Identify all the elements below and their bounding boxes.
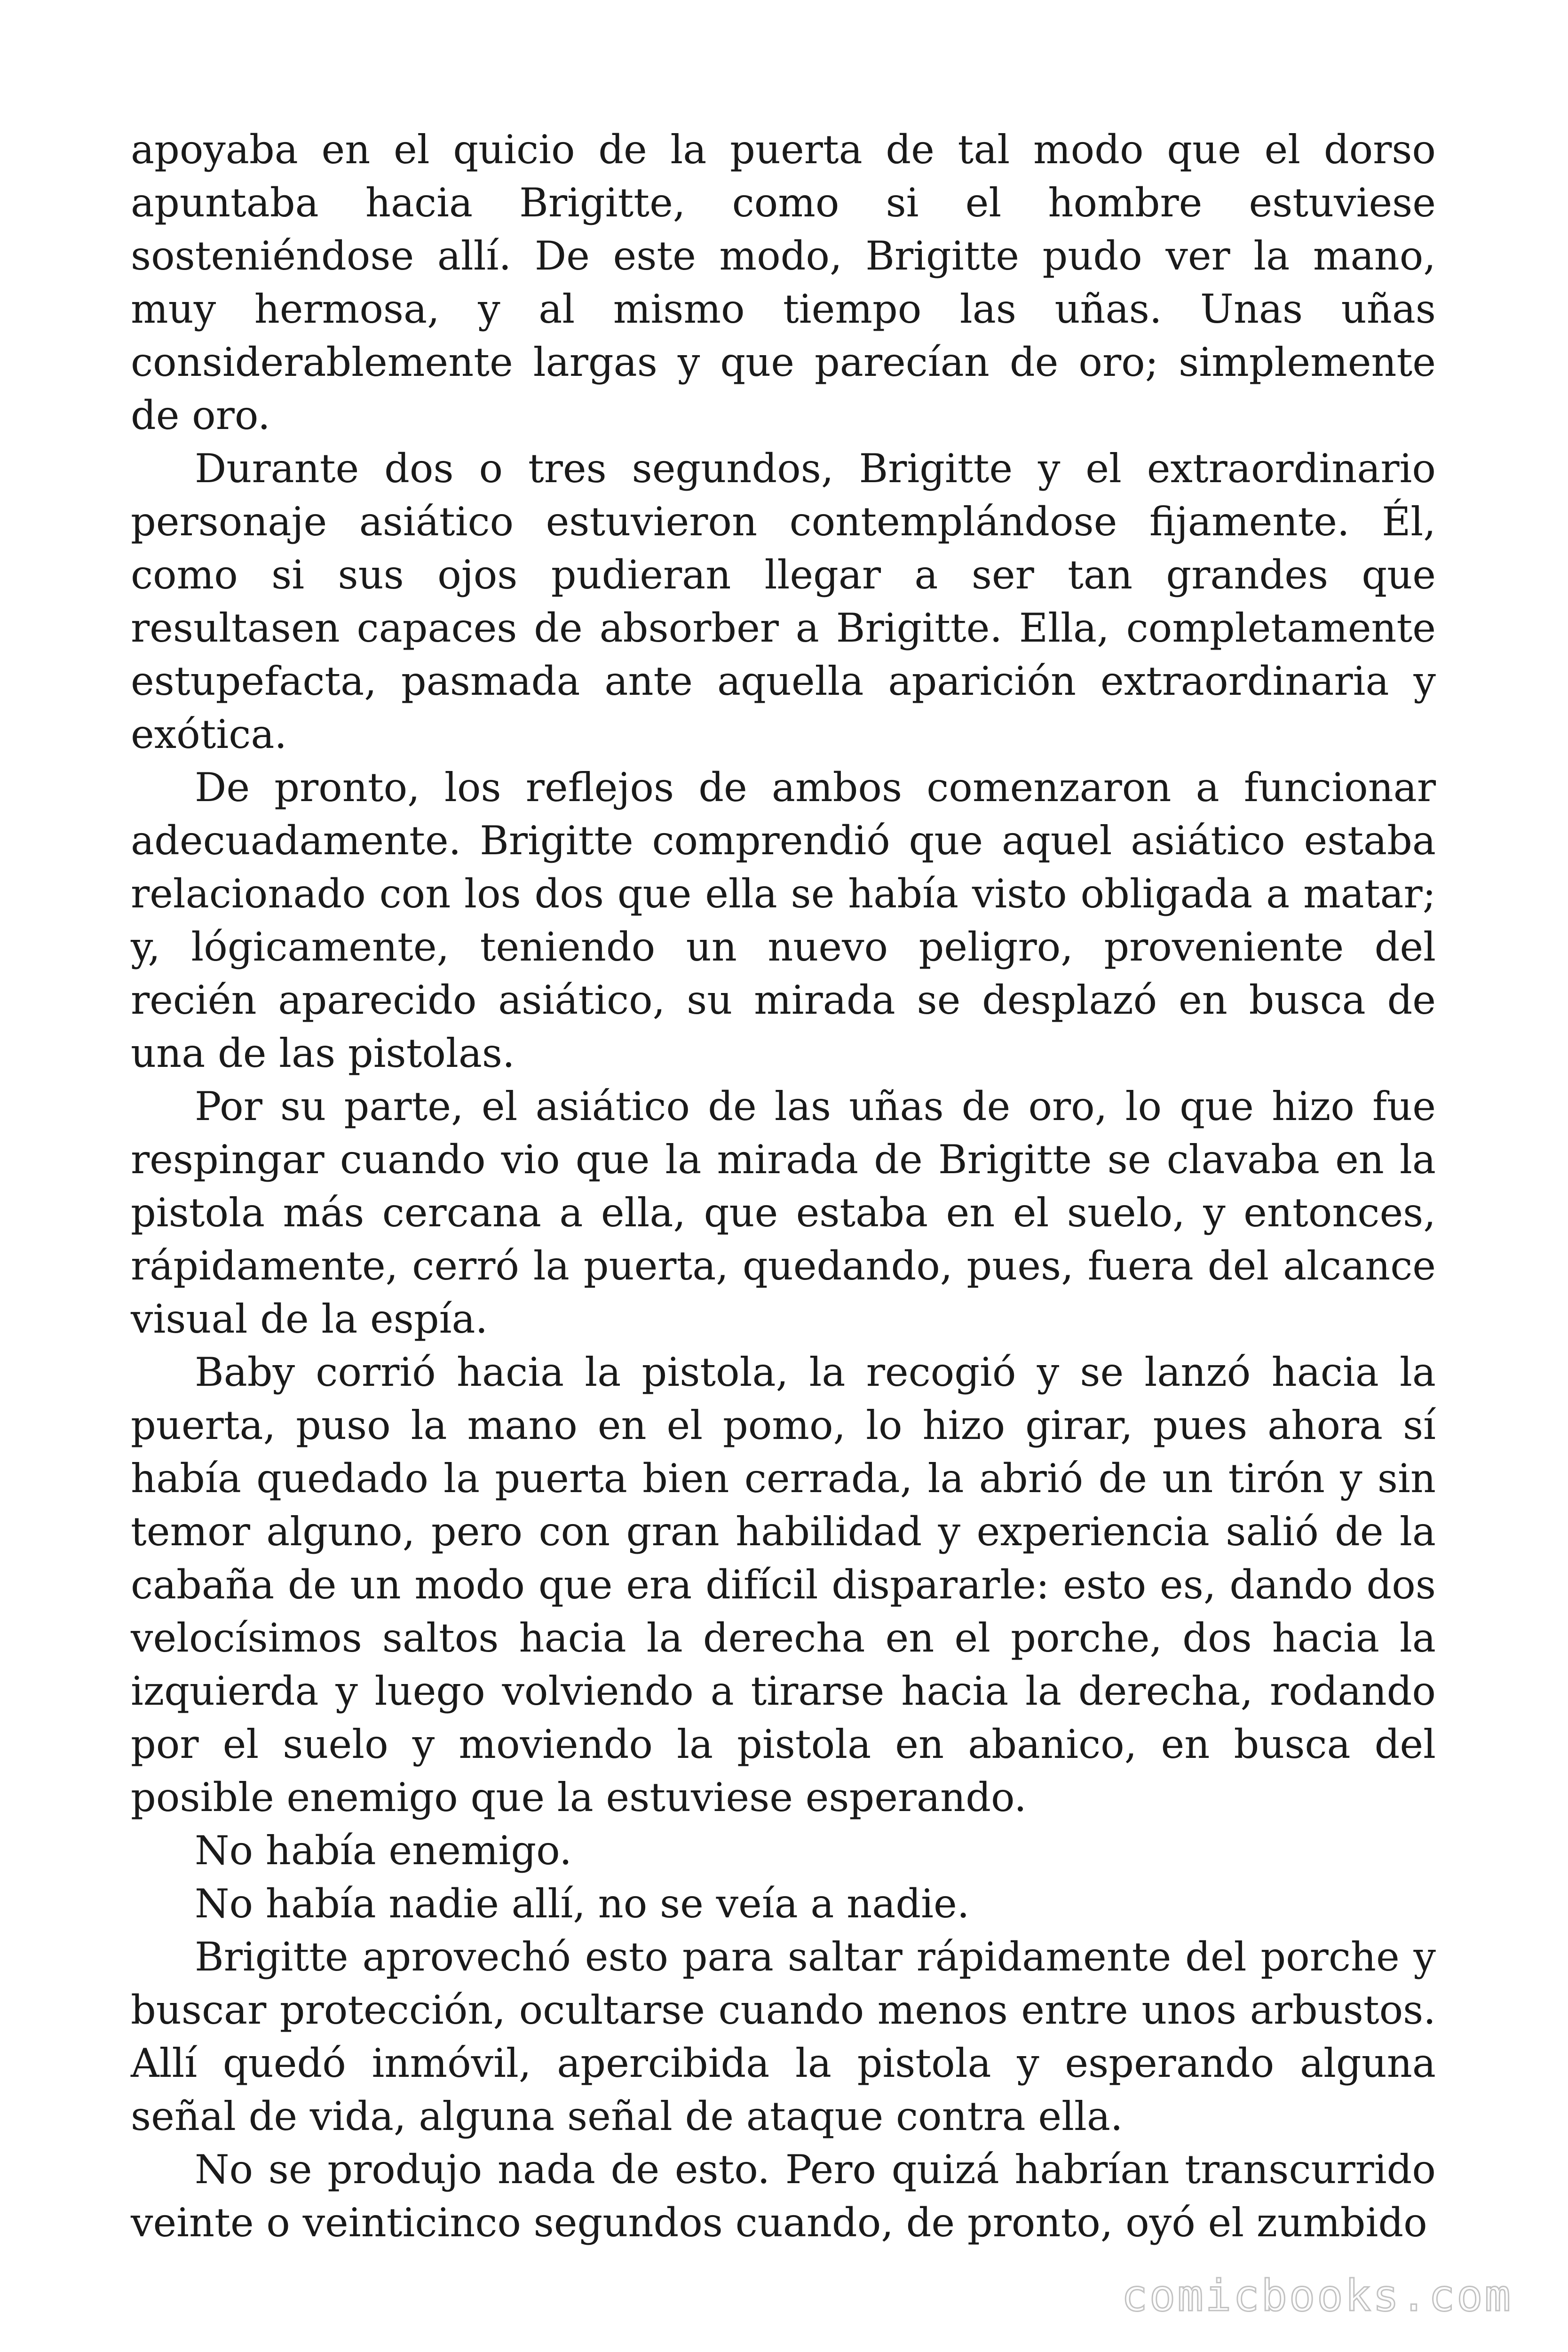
paragraph-7: No había nadie allí, no se veía a nadie. xyxy=(195,1881,970,1927)
watermark: comicbooks.com xyxy=(1121,2271,1513,2321)
paragraph-6: No había enemigo. xyxy=(195,1828,572,1874)
paragraph-4: Por su parte, el asiático de las uñas de oro, lo que hizo fue respingar cuando vio que la mirada de Brigitte se clavaba en la pistola más cercana a ella, que estaba en el suelo, y entonces, rápidamente, cerró la puerta, quedando, pues, fuera del alcance visual de la espía. xyxy=(131,1083,1436,1342)
page-body xyxy=(131,123,1436,2249)
paragraph-1: apoyaba en el quicio de la puerta de tal modo que el dorso apuntaba hacia Brigitte, como si el hombre estuviese sosteniéndose allí. De este modo, Brigitte pudo ver la mano, muy hermosa, y al mismo tiempo las uñas. Unas uñas considerablemente largas y que parecían de oro; simplemente de oro. xyxy=(131,127,1436,438)
paragraph-2: Durante dos o tres segundos, Brigitte y el extraordinario personaje asiático estuvieron contemplándose fijamente. Él, como si sus ojos pudieran llegar a ser tan grandes que resultasen capaces de absorber a Brigitte. Ella, completamente estupefacta, pasmada ante aquella aparición extraordinaria y exótica. xyxy=(131,445,1436,757)
paragraph-3: De pronto, los reflejos de ambos comenzaron a funcionar adecuadamente. Brigitte comprendió que aquel asiático estaba relacionado con los dos que ella se había visto obligada a matar; y, lógicamente, teniendo un nuevo peligro, proveniente del recién aparecido asiático, su mirada se desplazó en busca de una de las pistolas. xyxy=(131,764,1436,1076)
paragraph-8: Brigitte aprovechó esto para saltar rápidamente del porche y buscar protección, ocultarse cuando menos entre unos arbustos. Allí quedó inmóvil, apercibida la pistola y esperando alguna señal de vida, alguna señal de ataque contra ella. xyxy=(131,1934,1436,2139)
paragraph-5: Baby corrió hacia la pistola, la recogió y se lanzó hacia la puerta, puso la mano en el pomo, lo hizo girar, pues ahora sí había quedado la puerta bien cerrada, la abrió de un tirón y sin temor alguno, pero con gran habilidad y experiencia salió de la cabaña de un modo que era difícil dispararle: esto es, dando dos velocísimos saltos hacia la derecha en el porche, dos hacia la izquierda y luego volviendo a tirarse hacia la derecha, rodando por el suelo y moviendo la pistola en abanico, en busca del posible enemigo que la estuviese esperando. xyxy=(131,1349,1436,1820)
paragraph-9: No se produjo nada de esto. Pero quizá habrían transcurrido veinte o veinticinco segundos cuando, de pronto, oyó el zumbido xyxy=(131,2146,1436,2246)
